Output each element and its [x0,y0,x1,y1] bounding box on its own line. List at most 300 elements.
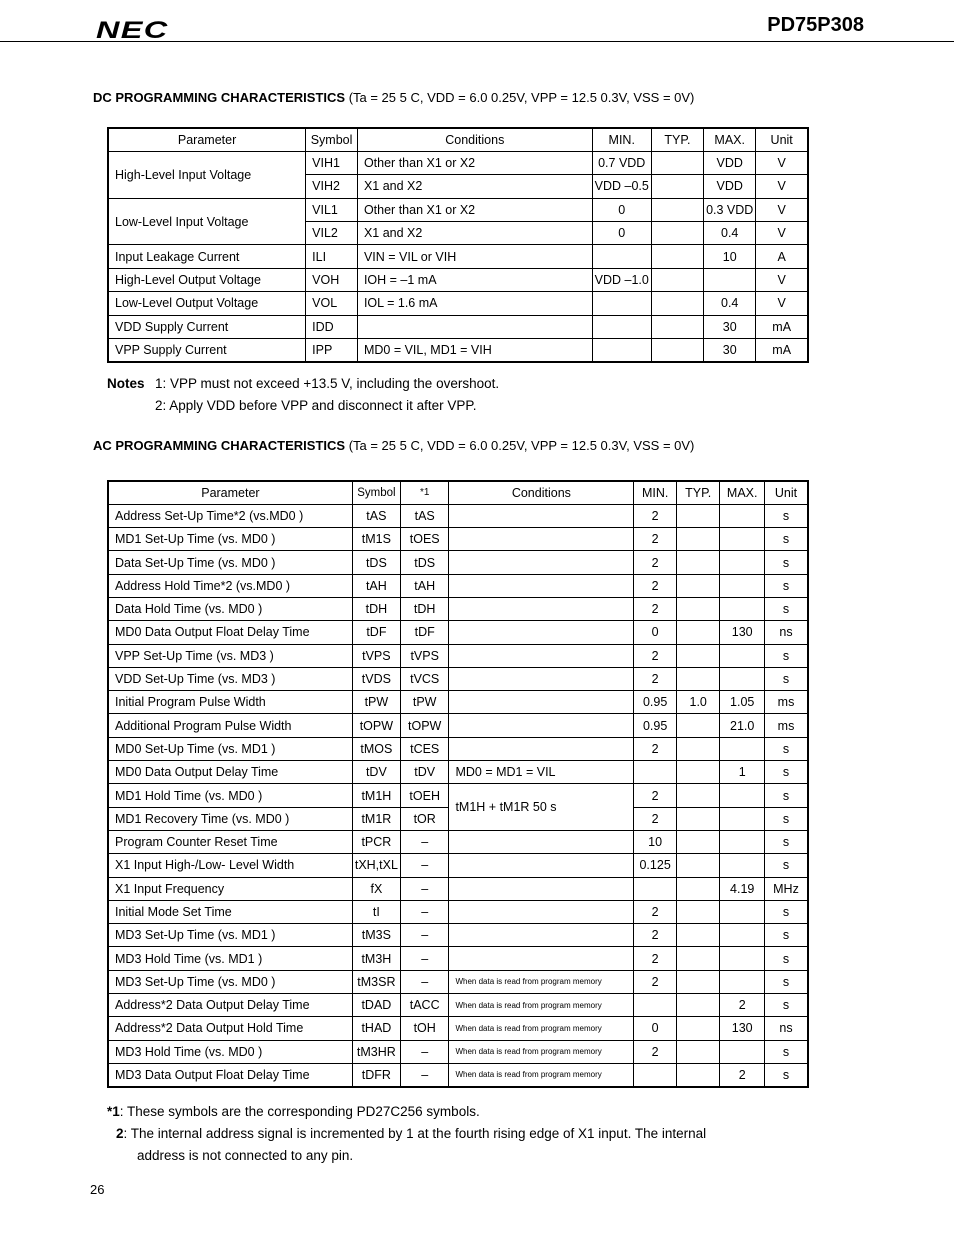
symbol-cell: IPP [306,339,358,362]
column-header: Unit [765,481,809,504]
typ-cell [651,222,703,245]
page-number: 26 [90,1182,105,1197]
symbol-cell: tM3S [352,924,400,947]
parameter-cell: Initial Mode Set Time [108,900,352,923]
pd27c256-symbol-cell: – [400,924,449,947]
column-header: Parameter [108,481,352,504]
pd27c256-symbol-cell: – [400,877,449,900]
min-cell: 2 [634,504,677,527]
table-row [108,1040,808,1063]
pd27c256-symbol-cell: tDF [400,621,449,644]
table-row [108,292,808,315]
column-header: Symbol [306,128,358,151]
max-cell [720,947,765,970]
table-row [108,970,808,993]
conditions-cell [449,551,634,574]
table-row [108,947,808,970]
typ-cell: 1.0 [676,691,719,714]
conditions-cell [449,621,634,644]
dc-characteristics-table [107,127,809,363]
parameter-cell: Low-Level Output Voltage [108,292,306,315]
parameter-cell: MD0 Data Output Float Delay Time [108,621,352,644]
pd27c256-symbol-cell: tOEH [400,784,449,807]
max-cell [720,504,765,527]
unit-cell: s [765,994,809,1017]
unit-cell: V [756,175,808,198]
max-cell [720,830,765,853]
typ-cell [676,737,719,760]
parameter-cell: X1 Input Frequency [108,877,352,900]
unit-cell: s [765,504,809,527]
typ-cell [651,175,703,198]
footnote-2-continued: address is not connected to any pin. [137,1148,354,1163]
min-cell: 2 [634,1040,677,1063]
max-cell [720,970,765,993]
symbol-cell: tAS [352,504,400,527]
unit-cell: s [765,597,809,620]
footnote-1 [107,1104,480,1119]
pd27c256-symbol-cell: tPW [400,691,449,714]
typ-cell [651,198,703,221]
min-cell [634,761,677,784]
dc-title: DC PROGRAMMING CHARACTERISTICS [93,90,346,105]
max-cell [720,784,765,807]
max-cell [704,268,756,291]
unit-cell: s [765,924,809,947]
symbol-cell: tDH [352,597,400,620]
table-row [108,667,808,690]
min-cell: VDD –0.5 [592,175,651,198]
symbol-cell: tDV [352,761,400,784]
conditions-cell [449,667,634,690]
max-cell: 0.4 [704,292,756,315]
pd27c256-symbol-cell: tOES [400,528,449,551]
symbol-cell: tDS [352,551,400,574]
typ-cell [676,900,719,923]
max-cell [720,667,765,690]
pd27c256-symbol-cell: tDH [400,597,449,620]
unit-cell: s [765,644,809,667]
conditions-cell [449,737,634,760]
table-row [108,994,808,1017]
typ-cell [676,1017,719,1040]
pd27c256-symbol-cell: – [400,854,449,877]
symbol-cell: tOPW [352,714,400,737]
max-cell [720,924,765,947]
footnote-1-label: *1 [107,1104,120,1119]
note-1: 1: VPP must not exceed +13.5 V, including the overshoot. [155,376,500,391]
min-cell [592,339,651,362]
typ-cell [676,504,719,527]
typ-cell [676,924,719,947]
symbol-cell: ILI [306,245,358,268]
min-cell [592,315,651,338]
unit-cell: s [765,784,809,807]
min-cell: 2 [634,737,677,760]
typ-cell [651,339,703,362]
conditions-cell [449,691,634,714]
symbol-cell: tXH,tXL [352,854,400,877]
typ-cell [676,970,719,993]
parameter-cell: High-Level Input Voltage [108,151,306,198]
max-cell: VDD [704,175,756,198]
min-cell [634,994,677,1017]
min-cell: 2 [634,574,677,597]
footnote-2 [116,1126,706,1141]
min-cell: 2 [634,784,677,807]
typ-cell [676,1063,719,1086]
table-row [108,830,808,853]
column-header: Symbol [352,481,400,504]
unit-cell: V [756,268,808,291]
unit-cell: V [756,292,808,315]
pd27c256-symbol-cell: tAS [400,504,449,527]
symbol-cell: tM3HR [352,1040,400,1063]
symbol-cell: tM3H [352,947,400,970]
symbol-cell: VIH1 [306,151,358,174]
column-header: MIN. [634,481,677,504]
parameter-cell: MD1 Recovery Time (vs. MD0 ) [108,807,352,830]
max-cell [720,807,765,830]
parameter-cell: Input Leakage Current [108,245,306,268]
symbol-cell: tMOS [352,737,400,760]
typ-cell [676,807,719,830]
table-header-row [108,481,808,504]
unit-cell: ms [765,691,809,714]
table-row [108,691,808,714]
parameter-cell: Data Hold Time (vs. MD0 ) [108,597,352,620]
column-header: Conditions [449,481,634,504]
table-row [108,1017,808,1040]
conditions-cell: When data is read from program memory [449,1063,634,1086]
table-row [108,737,808,760]
parameter-cell: Address*2 Data Output Hold Time [108,1017,352,1040]
parameter-cell: Initial Program Pulse Width [108,691,352,714]
notes-label: Notes [107,376,145,391]
typ-cell [676,597,719,620]
min-cell: 0.95 [634,691,677,714]
pd27c256-symbol-cell: – [400,830,449,853]
unit-cell: s [765,737,809,760]
typ-cell [651,268,703,291]
header-rule [0,41,954,42]
symbol-cell: fX [352,877,400,900]
typ-cell [676,551,719,574]
table-row [108,198,808,221]
min-cell: 2 [634,924,677,947]
max-cell [720,644,765,667]
symbol-cell: tDF [352,621,400,644]
unit-cell: s [765,807,809,830]
conditions-cell [449,900,634,923]
parameter-cell: Low-Level Input Voltage [108,198,306,245]
min-cell: 2 [634,644,677,667]
table-row [108,761,808,784]
symbol-cell: VIL1 [306,198,358,221]
typ-cell [676,784,719,807]
min-cell: 2 [634,528,677,551]
unit-cell: s [765,854,809,877]
unit-cell: V [756,151,808,174]
ac-title: AC PROGRAMMING CHARACTERISTICS [93,438,346,453]
pd27c256-symbol-cell: tACC [400,994,449,1017]
conditions-cell [357,315,592,338]
max-cell [720,1040,765,1063]
conditions-cell [449,924,634,947]
typ-cell [676,994,719,1017]
max-cell: 21.0 [720,714,765,737]
max-cell [720,597,765,620]
column-header: Parameter [108,128,306,151]
min-cell: 2 [634,947,677,970]
min-cell: 0.95 [634,714,677,737]
min-cell: 2 [634,900,677,923]
dc-section-title [93,90,694,105]
max-cell: VDD [704,151,756,174]
typ-cell [676,644,719,667]
symbol-cell: VIH2 [306,175,358,198]
pd27c256-symbol-cell: – [400,970,449,993]
symbol-cell: tM3SR [352,970,400,993]
parameter-cell: MD0 Data Output Delay Time [108,761,352,784]
typ-cell [676,714,719,737]
conditions-cell [449,504,634,527]
column-header: MIN. [592,128,651,151]
typ-cell [676,621,719,644]
conditions-cell: When data is read from program memory [449,1040,634,1063]
table-row [108,504,808,527]
dc-table-body [108,128,808,362]
typ-cell [676,830,719,853]
symbol-cell: tVDS [352,667,400,690]
table-row [108,900,808,923]
table-row [108,151,808,174]
parameter-cell: Program Counter Reset Time [108,830,352,853]
max-cell: 4.19 [720,877,765,900]
symbol-cell: tAH [352,574,400,597]
parameter-cell: Address*2 Data Output Delay Time [108,994,352,1017]
unit-cell: A [756,245,808,268]
unit-cell: s [765,667,809,690]
conditions-cell: X1 and X2 [357,222,592,245]
unit-cell: ns [765,621,809,644]
typ-cell [676,877,719,900]
max-cell [720,737,765,760]
conditions-cell: When data is read from program memory [449,1017,634,1040]
conditions-cell: MD0 = VIL, MD1 = VIH [357,339,592,362]
parameter-cell: VDD Supply Current [108,315,306,338]
pd27c256-symbol-cell: – [400,947,449,970]
conditions-cell: Other than X1 or X2 [357,151,592,174]
conditions-cell [449,830,634,853]
parameter-cell: MD3 Hold Time (vs. MD0 ) [108,1040,352,1063]
min-cell: 0 [634,1017,677,1040]
min-cell [592,245,651,268]
conditions-cell [449,714,634,737]
conditions-cell [449,597,634,620]
parameter-cell: X1 Input High-/Low- Level Width [108,854,352,877]
pd27c256-symbol-cell: tOH [400,1017,449,1040]
min-cell: 2 [634,551,677,574]
table-row [108,245,808,268]
max-cell: 130 [720,1017,765,1040]
pd27c256-symbol-cell: – [400,900,449,923]
footnote-2-text: : The internal address signal is incremented by 1 at the fourth rising edge of X1 input. The internal [123,1126,707,1141]
typ-cell [676,1040,719,1063]
min-cell: VDD –1.0 [592,268,651,291]
table-row [108,644,808,667]
parameter-cell: VPP Supply Current [108,339,306,362]
symbol-cell: tM1R [352,807,400,830]
typ-cell [651,151,703,174]
max-cell: 1.05 [720,691,765,714]
conditions-cell: When data is read from program memory [449,994,634,1017]
table-row [108,924,808,947]
column-header: MAX. [704,128,756,151]
conditions-cell: tM1H + tM1R 50 s [449,784,634,831]
unit-cell: s [765,900,809,923]
typ-cell [651,245,703,268]
symbol-cell: VOL [306,292,358,315]
max-cell: 0.3 VDD [704,198,756,221]
unit-cell: V [756,222,808,245]
table-row [108,528,808,551]
conditions-cell: Other than X1 or X2 [357,198,592,221]
typ-cell [676,574,719,597]
min-cell: 2 [634,667,677,690]
symbol-cell: tPCR [352,830,400,853]
conditions-cell [449,877,634,900]
ac-characteristics-table [107,480,809,1088]
part-number: PD75P308 [767,14,864,36]
unit-cell: s [765,761,809,784]
table-row [108,854,808,877]
conditions-cell [449,528,634,551]
parameter-cell: High-Level Output Voltage [108,268,306,291]
pd27c256-symbol-cell: – [400,1063,449,1086]
max-cell: 30 [704,339,756,362]
min-cell [634,877,677,900]
max-cell [720,574,765,597]
unit-cell: V [756,198,808,221]
unit-cell: mA [756,339,808,362]
table-row [108,315,808,338]
symbol-cell: tM1H [352,784,400,807]
min-cell: 2 [634,807,677,830]
unit-cell: mA [756,315,808,338]
symbol-cell: tDAD [352,994,400,1017]
typ-cell [651,292,703,315]
note-2: 2: Apply VDD before VPP and disconnect it after VPP. [155,398,477,413]
typ-cell [676,528,719,551]
column-header: Conditions [357,128,592,151]
typ-cell [676,947,719,970]
max-cell [720,528,765,551]
min-cell [592,292,651,315]
max-cell: 1 [720,761,765,784]
min-cell: 2 [634,970,677,993]
conditions-cell [449,574,634,597]
pd27c256-symbol-cell: tVPS [400,644,449,667]
symbol-cell: tHAD [352,1017,400,1040]
footnote-2-label: 2 [116,1126,124,1141]
ac-conditions: (Ta = 25 5 C, VDD = 6.0 0.25V, VPP = 12.5 0.3V, VSS = 0V) [348,438,695,453]
typ-cell [676,761,719,784]
parameter-cell: Data Set-Up Time (vs. MD0 ) [108,551,352,574]
typ-cell [676,667,719,690]
dc-conditions: (Ta = 25 5 C, VDD = 6.0 0.25V, VPP = 12.5 0.3V, VSS = 0V) [348,90,695,105]
table-row [108,597,808,620]
parameter-cell: MD1 Hold Time (vs. MD0 ) [108,784,352,807]
symbol-cell: tM1S [352,528,400,551]
max-cell: 10 [704,245,756,268]
conditions-cell: IOL = 1.6 mA [357,292,592,315]
parameter-cell: Address Set-Up Time*2 (vs.MD0 ) [108,504,352,527]
ac-table-body [108,481,808,1087]
unit-cell: s [765,830,809,853]
unit-cell: s [765,574,809,597]
pd27c256-symbol-cell: – [400,1040,449,1063]
unit-cell: MHz [765,877,809,900]
max-cell: 0.4 [704,222,756,245]
max-cell: 30 [704,315,756,338]
symbol-cell: IDD [306,315,358,338]
unit-cell: s [765,1063,809,1086]
max-cell [720,551,765,574]
conditions-cell [449,854,634,877]
nec-logo: NEC [96,17,169,44]
parameter-cell: MD0 Set-Up Time (vs. MD1 ) [108,737,352,760]
unit-cell: s [765,947,809,970]
conditions-cell: When data is read from program memory [449,970,634,993]
column-header: TYP. [676,481,719,504]
column-header: MAX. [720,481,765,504]
max-cell [720,900,765,923]
parameter-cell: Additional Program Pulse Width [108,714,352,737]
parameter-cell: MD3 Set-Up Time (vs. MD1 ) [108,924,352,947]
min-cell: 0 [592,222,651,245]
min-cell: 0 [634,621,677,644]
parameter-cell: MD1 Set-Up Time (vs. MD0 ) [108,528,352,551]
footnote-1-text: : These symbols are the corresponding PD27C256 symbols. [119,1104,480,1119]
pd27c256-symbol-cell: tOR [400,807,449,830]
min-cell: 0.7 VDD [592,151,651,174]
parameter-cell: MD3 Set-Up Time (vs. MD0 ) [108,970,352,993]
unit-cell: s [765,551,809,574]
table-row [108,621,808,644]
min-cell: 0.125 [634,854,677,877]
table-row [108,714,808,737]
table-row [108,1063,808,1086]
symbol-cell: tPW [352,691,400,714]
symbol-cell: VIL2 [306,222,358,245]
parameter-cell: VDD Set-Up Time (vs. MD3 ) [108,667,352,690]
table-header-row [108,128,808,151]
pd27c256-symbol-cell: tDV [400,761,449,784]
table-row [108,574,808,597]
unit-cell: ms [765,714,809,737]
symbol-cell: tDFR [352,1063,400,1086]
typ-cell [651,315,703,338]
min-cell: 0 [592,198,651,221]
unit-cell: s [765,528,809,551]
conditions-cell [449,644,634,667]
parameter-cell: Address Hold Time*2 (vs.MD0 ) [108,574,352,597]
min-cell: 10 [634,830,677,853]
unit-cell: s [765,1040,809,1063]
parameter-cell: MD3 Hold Time (vs. MD1 ) [108,947,352,970]
conditions-cell: MD0 = MD1 = VIL [449,761,634,784]
